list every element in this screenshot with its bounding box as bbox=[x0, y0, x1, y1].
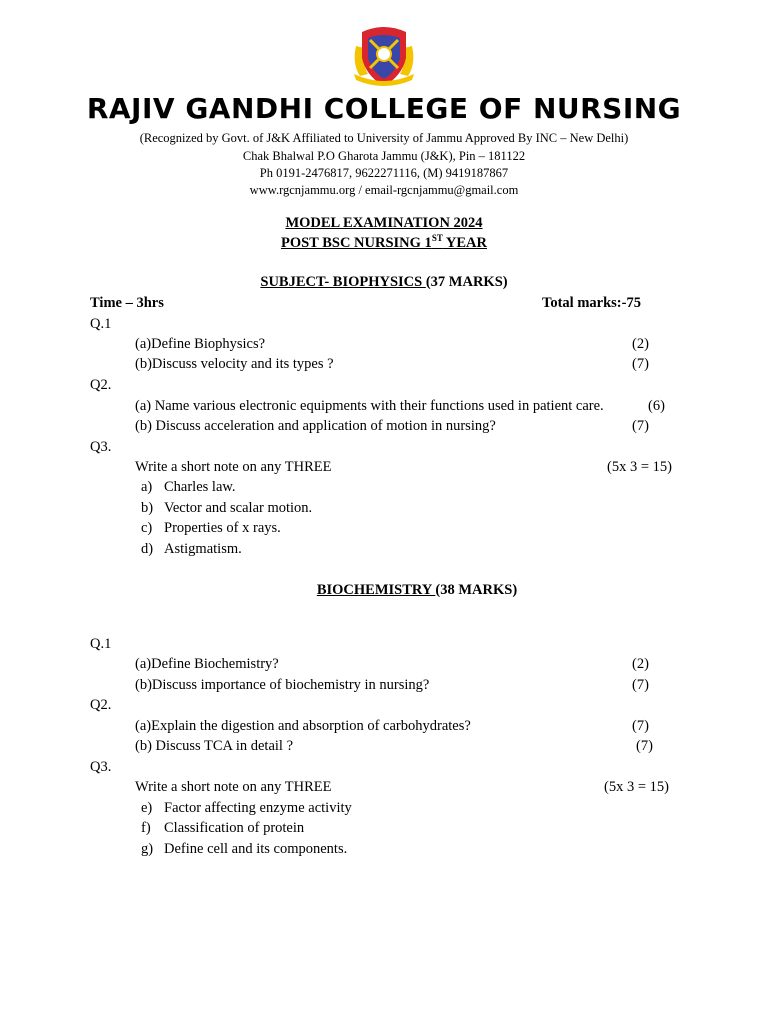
bp-q1-b-marks: (7) bbox=[632, 356, 649, 372]
college-logo bbox=[348, 24, 420, 92]
bp-q2-b-marks: (7) bbox=[632, 418, 649, 434]
list-item: Classification of protein bbox=[164, 820, 305, 836]
list-item-letter: g) bbox=[141, 841, 154, 857]
college-name: RAJIV GANDHI COLLEGE OF NURSING bbox=[86, 92, 682, 125]
bc-q2-b-marks: (7) bbox=[636, 738, 653, 754]
bp-q1-a-marks: (2) bbox=[632, 336, 649, 352]
bc-q2-a: (a)Explain the digestion and absorption of carbohydrates? bbox=[135, 718, 471, 734]
list-item-letter: e) bbox=[141, 800, 153, 816]
bc-q1-b-marks: (7) bbox=[632, 677, 649, 693]
exam-title: MODEL EXAMINATION 2024 bbox=[285, 215, 483, 231]
bc-q1-label: Q.1 bbox=[90, 636, 112, 652]
biochemistry-subject: BIOCHEMISTRY bbox=[316, 582, 436, 598]
bp-q1-label: Q.1 bbox=[90, 316, 112, 332]
biochemistry-marks: (38 MARKS) bbox=[435, 582, 518, 598]
biophysics-heading bbox=[0, 274, 768, 291]
phone-line: Ph 0191-2476817, 9622271116, (M) 9419187867 bbox=[259, 166, 509, 180]
list-item: Define cell and its components. bbox=[164, 841, 348, 857]
bc-q1-a-marks: (2) bbox=[632, 656, 649, 672]
biochemistry-heading bbox=[0, 582, 768, 599]
bc-q3-label: Q3. bbox=[90, 759, 112, 775]
course-suffix: YEAR bbox=[442, 234, 488, 251]
total-marks: Total marks:-75 bbox=[542, 295, 641, 311]
list-item-letter: d) bbox=[141, 541, 154, 557]
list-item-letter: f) bbox=[141, 820, 151, 836]
recognition-line: (Recognized by Govt. of J&K Affiliated to University of Jammu Approved By INC – New Delhi) bbox=[139, 131, 629, 145]
bc-q2-a-marks: (7) bbox=[632, 718, 649, 734]
course-superscript: ST bbox=[431, 233, 443, 243]
list-item: Charles law. bbox=[164, 479, 236, 495]
exam-time: Time – 3hrs bbox=[90, 295, 164, 311]
bp-q2-label: Q2. bbox=[90, 377, 112, 393]
bc-q1-a: (a)Define Biochemistry? bbox=[135, 656, 279, 672]
bp-q1-b: (b)Discuss velocity and its types ? bbox=[135, 356, 334, 372]
list-item: Properties of x rays. bbox=[164, 520, 281, 536]
list-item: Factor affecting enzyme activity bbox=[164, 800, 352, 816]
bp-q2-b: (b) Discuss acceleration and application of motion in nursing? bbox=[135, 418, 496, 434]
bc-q3-intro: Write a short note on any THREE bbox=[135, 779, 332, 795]
web-line: www.rgcnjammu.org / email-rgcnjammu@gmail.com bbox=[249, 183, 519, 197]
bc-q1-b: (b)Discuss importance of biochemistry in nursing? bbox=[135, 677, 430, 693]
list-item-letter: a) bbox=[141, 479, 153, 495]
bc-q3-marks: (5x 3 = 15) bbox=[604, 779, 669, 795]
list-item-letter: c) bbox=[141, 520, 153, 536]
bc-q2-label: Q2. bbox=[90, 697, 112, 713]
list-item-letter: b) bbox=[141, 500, 154, 516]
list-item: Vector and scalar motion. bbox=[164, 500, 313, 516]
biophysics-subject: SUBJECT- BIOPHYSICS bbox=[260, 274, 426, 290]
bp-q3-marks: (5x 3 = 15) bbox=[607, 459, 672, 475]
bp-q3-label: Q3. bbox=[90, 439, 112, 455]
course-title bbox=[0, 233, 768, 252]
bp-q2-a-marks: (6) bbox=[648, 398, 665, 414]
bp-q3-intro: Write a short note on any THREE bbox=[135, 459, 332, 475]
course-prefix: POST BSC NURSING 1 bbox=[280, 234, 432, 251]
list-item: Astigmatism. bbox=[164, 541, 242, 557]
bc-q2-b: (b) Discuss TCA in detail ? bbox=[135, 738, 294, 754]
bp-q1-a: (a)Define Biophysics? bbox=[135, 336, 266, 352]
biophysics-marks: (37 MARKS) bbox=[425, 274, 508, 290]
address-line: Chak Bhalwal P.O Gharota Jammu (J&K), Pin – 181122 bbox=[242, 149, 526, 163]
bp-q2-a: (a) Name various electronic equipments with their functions used in patient care. bbox=[135, 398, 604, 414]
